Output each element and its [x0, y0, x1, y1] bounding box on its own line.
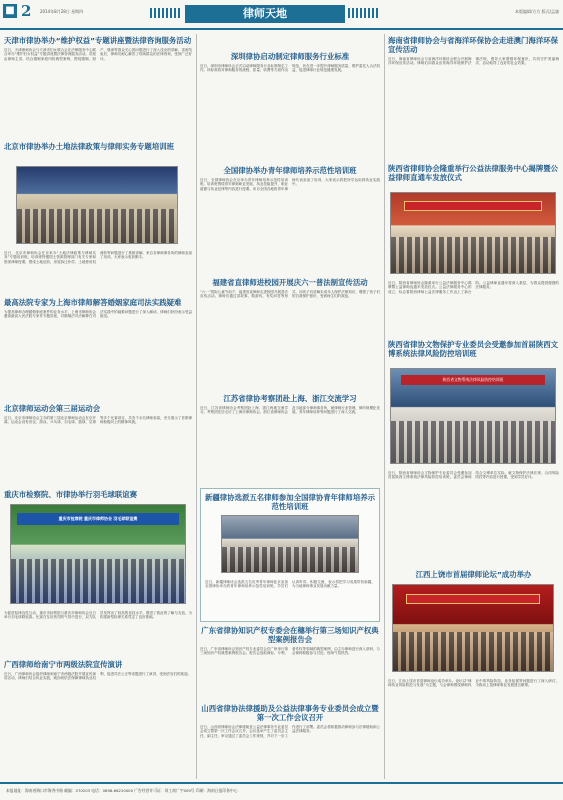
- headline: 江苏省律协考察团赴上海、浙江交流学习: [223, 394, 357, 403]
- column-divider: [196, 34, 197, 779]
- article-body: 近日，天津律师协会与天津市妇女联合会在法律服务中心联合举办“维护妇女权益”专题讲座暨法律咨询服务活动。讲座由律师主讲，结合婚姻家庭纠纷典型案例，围绕婚姻、财产、继承等群众关心的问题进行了深入浅出的讲解。讲座结束后，律师们耐心解答了现场群众的法律咨询，受到广泛好评。: [4, 48, 192, 61]
- page-number: 2: [21, 2, 32, 20]
- article-shenzhen: [200, 52, 380, 162]
- editors-credit: 本版编辑/方方 版式/孟谦: [515, 9, 559, 14]
- headline: 海南省律师协会与省海洋环保协会走进澳门海洋环保宣传活动: [388, 36, 558, 54]
- photo-banner: 重庆市检察院 重庆市律师协会 羽毛球联谊赛: [17, 513, 179, 525]
- article-body: 近日，北京市律师协会在京举办“土地法律政策与律师实务”专题培训班。培训班特邀国土资源管理部门有关专家和资深律师授课，围绕土地征收、房屋拆迁补偿、土地使用权流转等问题进行了系统讲解。来自各律师事务所的律师参加了培训，大家表示收获颇丰。: [4, 251, 192, 264]
- banner-decoration-left: [150, 8, 182, 18]
- headline: 北京市律协举办土地法律政策与律师实务专题培训班: [4, 142, 174, 151]
- headline: 江西上饶市首届律师论坛”成功举办: [415, 570, 532, 579]
- article-chongqing: [4, 490, 192, 650]
- headline: 重庆市检察院、市律协举行羽毛球联谊赛: [4, 490, 138, 499]
- article-body: 近日，海南省律师协会与省海洋环保协会联合开展海洋环保宣传活动。律师们向群众宣传海洋环境保护法律法规，倡导大家增强环保意识，共同守护美丽海洋，活动取得了良好的社会效果。: [388, 57, 559, 66]
- forum-photo: [392, 584, 554, 672]
- headline: 新疆律协选派五名律师参加全国律协青年律师培养示范性培训班: [205, 493, 375, 511]
- article-youth-training: [200, 166, 380, 274]
- article-body: 近日，广东省律师协会知识产权专业委员会在广州举行第三场知识产权典型案例报告会。报告会选取商标、专利、著作权等领域的典型案例，由主办律师进行深入剖析，与会律师积极参与讨论，现场气氛热烈。: [200, 647, 380, 656]
- ceremony-photo: [390, 192, 556, 274]
- article-beijing-training: [4, 142, 192, 292]
- masthead: [0, 0, 563, 30]
- article-body: 近日，深圳市律师协会正式启动律师服务行业标准制定工作。该标准将对律师服务的流程、质量、收费等方面作出规范，旨在进一步提升律师服务质量，维护委托人合法权益，促进律师行业规范健康发展。: [200, 64, 380, 73]
- section-title: 律师天地: [185, 5, 345, 23]
- training-photo: [16, 166, 178, 244]
- article-hainan: [388, 36, 559, 160]
- article-body: 近日，江苏省律师协会考察团赴上海、浙江两地交流学习。考察团先后走访了上海市律师协会、浙江省律师协会及当地部分律师事务所，就律师行业管理、律所规模化发展、青年律师培养等问题进行了深入交流。: [200, 406, 380, 415]
- article-guangdong: [200, 626, 380, 700]
- article-body: 近日，北京市律师协会主办的第三届北京律师运动会在京开幕。运动会设有田径、游泳、乒乓球、羽毛球、篮球、足球等多个比赛项目，共有千余名律师参赛，充分展示了首都律师积极向上的精神风貌。: [4, 416, 192, 425]
- article-body: “六一”国际儿童节前夕，福建省直律师走进校园开展普法宣传活动。律师们通过讲故事、做游戏、有奖问答等形式，向孩子们讲解未成年人保护法律知识，增强了孩子们的自我保护意识，受到师生们的欢迎。: [200, 290, 380, 299]
- banner-decoration-right: [348, 8, 380, 18]
- article-guangxi: [4, 660, 192, 778]
- article-shanxi-legal-aid: [200, 704, 380, 778]
- article-xinjiang: [200, 488, 380, 622]
- logo-icon: ■: [3, 4, 17, 18]
- issue-date: 2014年8月28日 星期四: [40, 9, 84, 14]
- headline: 陕西省律师协会隆重举行公益法律服务中心揭牌暨公益律师直通车发放仪式: [388, 164, 558, 182]
- article-body: 近日，新疆律师协会选派五名优秀青年律师赴京参加全国律协举办的青年律师培养示范性培训班。学员们认真听讲、积极交流，表示将把学习成果带回新疆，为当地律师事业发展贡献力量。: [205, 580, 375, 589]
- photo-banner: 陕西省文物系统法律风险防控培训班: [401, 375, 545, 385]
- column-divider: [384, 34, 385, 779]
- page-footer: 本报地址：海南省海口市海秀中路 邮编：570203 电话：0898-66210000 广告经营许可证：琼工商广字009号 印刷：海南日报印务中心: [0, 782, 563, 800]
- headline: 福建省直律师进校园开展庆六一普法制宣传活动: [212, 278, 368, 287]
- article-jiangxi: [388, 570, 559, 778]
- headline: 山西省律协法律援助及公益法律事务专业委员会成立暨第一次工作会议召开: [201, 704, 379, 722]
- headline: 天津市律协举办“维护权益”专题讲座暨法律咨询服务活动: [4, 36, 192, 45]
- article-body: 近日，江西上饶市首届律师论坛成功举办。论坛以“律师执业风险防范与发展”为主题，与会律师围绕律师执业中的风险防范、业务拓展等问题进行了深入研讨，为推动上饶律师事业发展建言献策。: [388, 679, 559, 688]
- article-body: 近日，全国律师协会在京举办青年律师培养示范性培训班。培训班围绕青年律师职业发展、执业技能提升、职业道德与执业纪律等内容进行授课。来自全国各地的青年律师代表参加了培训，大家表示将把所学运用到执业实践中。: [200, 178, 380, 191]
- article-jiangsu: [200, 394, 380, 484]
- article-tianjin: [4, 36, 192, 138]
- article-body: 近日，陕西省律师协会隆重举行公益法律服务中心揭牌暨公益律师直通车发放仪式。公益法律服务中心的成立，标志着陕西律师公益法律服务工作迈上了新台阶。公益律师直通车将深入基层，为群众提供便捷的法律服务。: [388, 281, 559, 294]
- headline: 广东省律协知识产权专委会在穗举行第三场知识产权典型案例报告会: [201, 626, 379, 644]
- article-body: 近日，山西省律师协会法律援助及公益法律事务专业委员会成立暨第一次工作会议召开。会议选举产生了委员会主任、副主任，审议通过了委员会工作规则，并对下一步工作进行了部署。委员会将积极推动律师参与法律援助和公益法律服务。: [200, 725, 380, 738]
- article-fujian: [200, 278, 380, 390]
- article-shanghai: [4, 298, 192, 398]
- headline: 深圳律协启动制定律师服务行业标准: [230, 52, 350, 61]
- headline: 最高法院专家为上海市律师解答婚姻家庭司法实践疑难: [4, 298, 182, 307]
- article-beijing-sports: [4, 404, 192, 484]
- headline: 北京律师运动会第三届运动会: [4, 404, 101, 413]
- badminton-photo: [10, 504, 186, 604]
- article-body: 近日，广西律师协会组织律师到南宁市两级法院开展宣传演讲活动，律师们结合执业实践，就如何依法保障律师执业权利、促进司法公正等话题进行了演讲，受到法官们的欢迎。: [4, 672, 191, 681]
- xinjiang-photo: [221, 515, 359, 573]
- museum-training-photo: [390, 368, 556, 464]
- article-body: 近日，陕西省律师协会文物保护专业委员会受邀参加首届陕西文博系统法律风险防控培训班。委员会律师结合文博单位实际，就文物保护法律法规、合同风险防控等内容进行授课，受到学员好评。: [388, 471, 559, 480]
- headline: 广西律师给南宁市两级法院宣传演讲: [4, 660, 123, 669]
- headline: 全国律协举办青年律师培养示范性培训班: [223, 166, 357, 175]
- article-shaanxi-public: [388, 164, 559, 336]
- article-body: 为提高律师办理婚姻家庭案件的业务水平，上海市律师协会邀请最高人民法院专家作专题讲座，对婚姻法司法解释在司法实践中的疑难问题进行了深入解读，律师们纷纷表示受益匪浅。: [4, 310, 192, 319]
- article-shaanxi-museum: [388, 340, 559, 566]
- headline: 陕西省律协文物保护专业委员会受邀参加首届陕西文博系统法律风险防控培训班: [388, 340, 558, 358]
- article-body: 为促进检律良性互动，重庆市检察院与重庆市律师协会近日举行羽毛球联谊赛。比赛在友好热烈的气氛中进行，双方队员发挥出了较高的竞技水平，增进了彼此的了解与友谊，为构建新型检律关系奠定了良好基础。: [4, 611, 192, 620]
